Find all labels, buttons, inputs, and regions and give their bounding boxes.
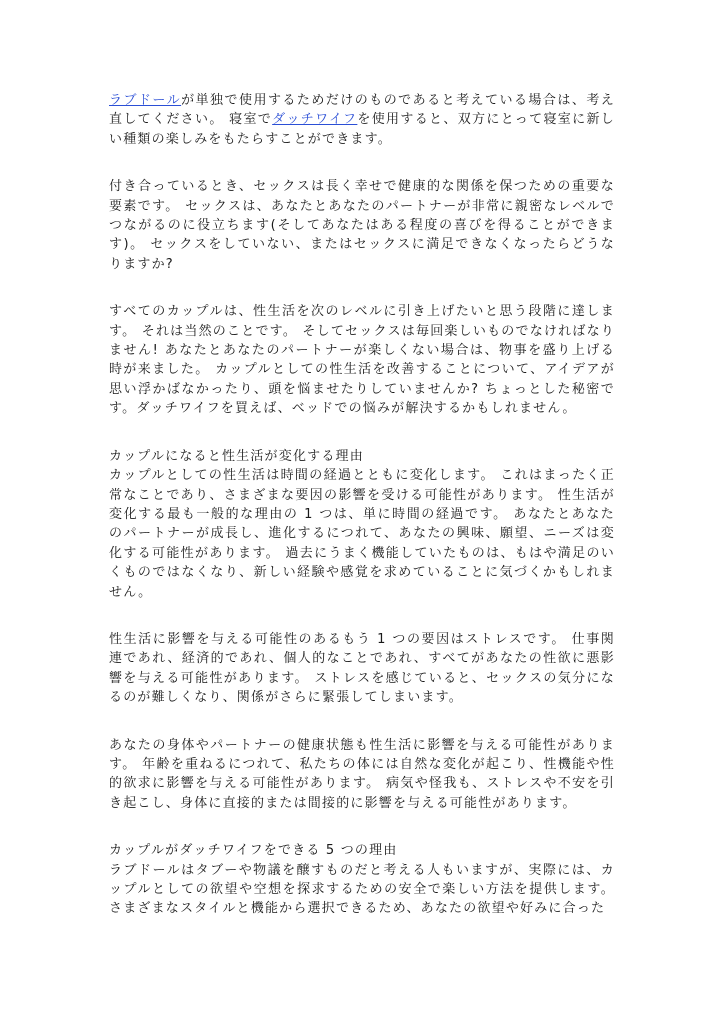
dutch-wife-link[interactable]: ダッチワイフ [272,112,358,128]
paragraph-reasons-intro: ラブドールはタブーや物議を醸すものだと考える人もいますが、実際には、カップルとしての欲望や空想を探求するための安全で楽しい方法を提供します。 さまざまなスタイルと機能から選択できるため、あなたの欲望や好みに合った [109,862,615,917]
paragraph-next-level: すべてのカップルは、性生活を次のレベルに引き上げたいと思う段階に達します。 それは当然のことです。 そしてセックスは毎回楽しいものでなければなりません! あなたとあなたのパートナーが楽しくない場合は、物事を盛り上げる時が来ました。 カップルとしての性生活を改善することについて、アイデアが思い浮かばなかったり、頭を悩ませたりしていませんか? ちょっとした秘密です。ダッチワイフを買えば、ベッドでの悩みが解決するかもしれません。 [109,304,615,417]
section-heading-five-reasons: カップルがダッチワイフをできる 5 つの理由 [109,843,398,859]
paragraph-intro [109,91,615,149]
paragraph-intro-text-2: を使用すると、双方にとって寝室に新しい種類の楽しみをもたらすことができます。 [109,112,615,147]
paragraph-relationship: 付き合っているとき、セックスは長く幸せで健康的な関係を保つための重要な要素です。 セックスは、あなたとあなたのパートナーが非常に親密なレベルでつながるのに役立ちます(そしてあなたはある程度の喜びを得ることができます)。 セックスをしていない、またはセックスに満足できなくなったらどうなりますか? [109,179,615,272]
document-body [109,91,615,947]
section-heading-why-change: カップルになると性生活が変化する理由 [109,448,364,464]
love-doll-link[interactable]: ラブドール [109,93,182,108]
paragraph-intro-text-1: が単独で使用するためだけのものであると考えている場合は、考え直してください。 寝室で [109,93,615,128]
paragraph-change-over-time: カップルとしての性生活は時間の経過とともに変化します。 これはまったく正常なことであり、さまざまな要因の影響を受ける可能性があります。 性生活が変化する最も一般的な理由の 1 つは、単に時間の経過です。 あなたとあなたのパートナーが成長し、進化するにつれて、あなたの興味、願望、ニーズは変化する可能性があります。 過去にうまく機能していたものは、もはや満足のいくものではなくなり、新しい経験や感覚を求めていることに気づくかもしれません。 [109,468,615,600]
paragraph-health: あなたの身体やパートナーの健康状態も性生活に影響を与える可能性があります。 年齢を重ねるにつれて、私たちの体には自然な変化が起こり、性機能や性的欲求に影響を与える可能性があります。 病気や怪我も、ストレスや不安を引き起こし、身体に直接的または間接的に影響を与える可能性があります。 [109,737,615,811]
paragraph-stress: 性生活に影響を与える可能性のあるもう 1 つの要因はストレスです。 仕事関連であれ、経済的であれ、個人的なことであれ、すべてがあなたの性欲に悪影響を与える可能性があります。 ストレスを感じていると、セックスの気分になるのが難しくなり、関係がさらに緊張してしまいます。 [109,631,615,706]
